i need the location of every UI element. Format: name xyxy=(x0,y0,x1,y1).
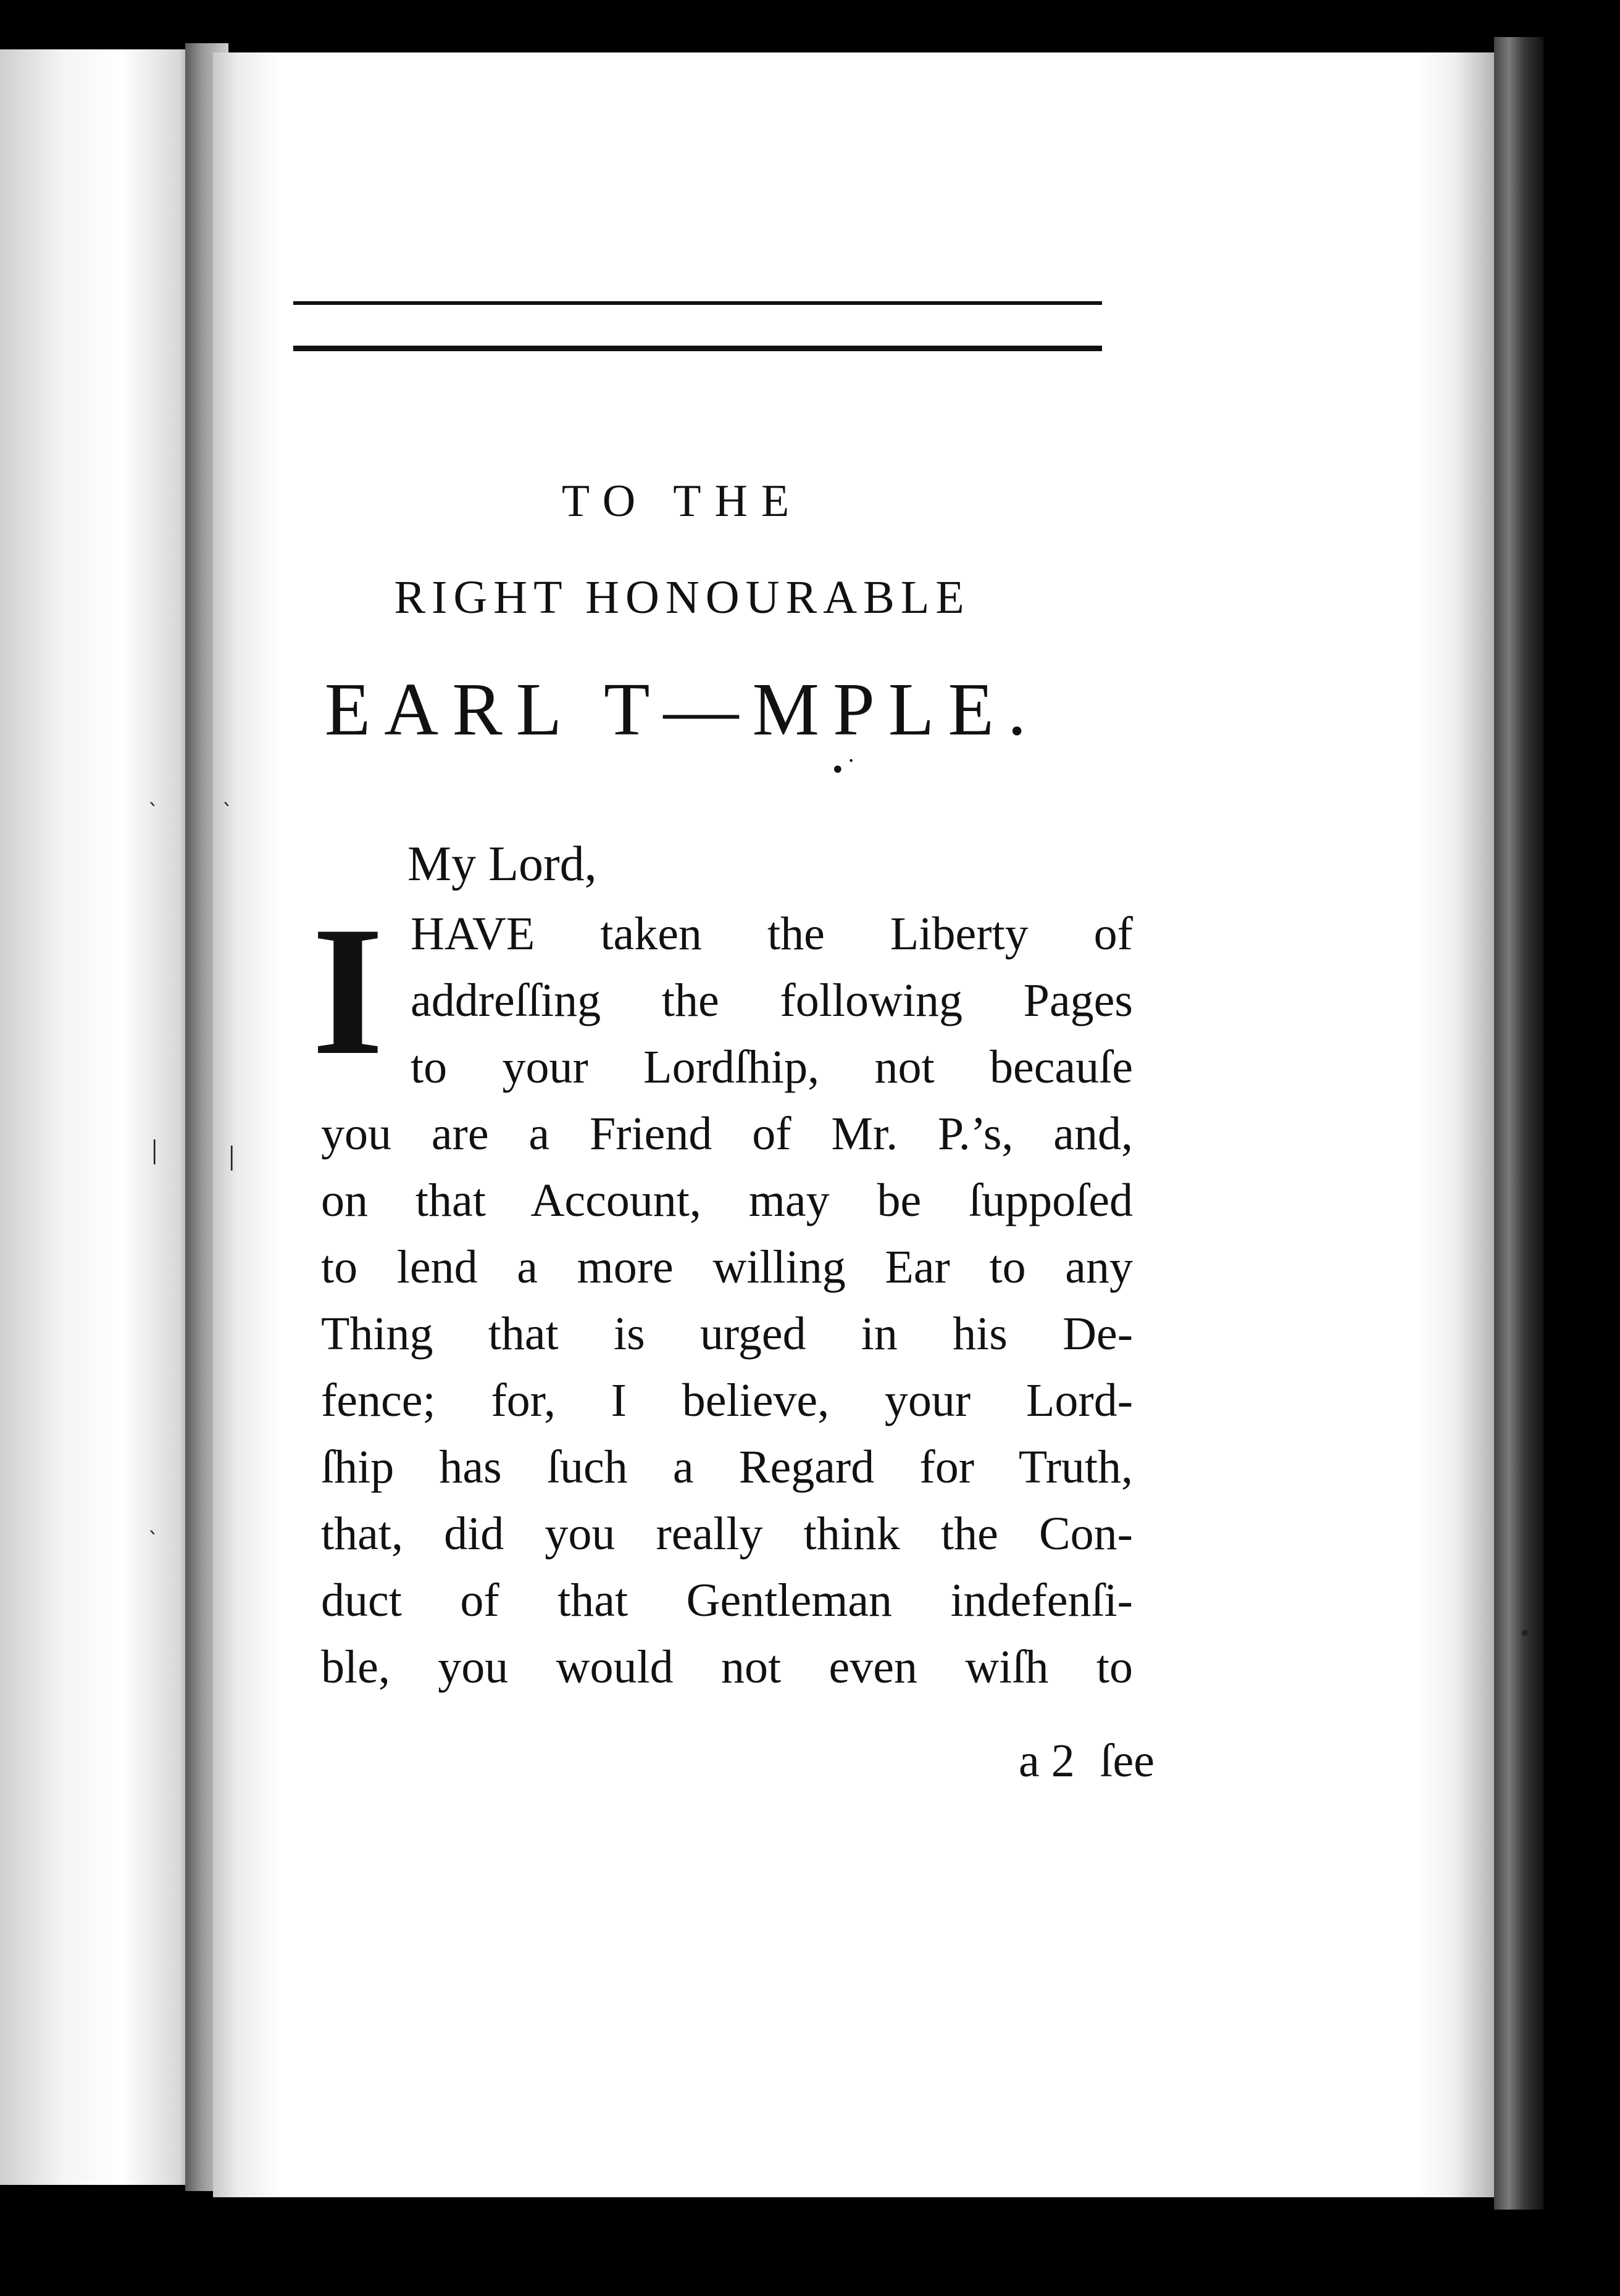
body-line: to lend a more willing Ear to any xyxy=(321,1241,1133,1293)
body-line: ſhip has ſuch a Regard for Truth, xyxy=(321,1441,1133,1493)
ink-speck: ˎ xyxy=(222,782,233,807)
top-rule-thick xyxy=(293,346,1102,351)
body-line: on that Account, may be ſuppoſed xyxy=(321,1175,1133,1226)
drop-cap: I xyxy=(312,888,384,1093)
body-line: ble, you would not even wiſh to xyxy=(321,1641,1133,1693)
body-line: duct of that Gentleman indefenſi- xyxy=(321,1574,1133,1626)
salutation: My Lord, xyxy=(407,837,597,891)
body-line: HAVE taken the Liberty of xyxy=(411,908,1133,960)
dedication-to-the: TO THE xyxy=(561,476,803,526)
top-rule-thin xyxy=(293,301,1102,305)
body-line: to your Lordſhip, not becauſe xyxy=(411,1041,1133,1093)
ink-speck: ˎ xyxy=(148,1510,159,1535)
body-line: fence; for, I believe, your Lord- xyxy=(321,1375,1133,1426)
ink-speck: │ xyxy=(148,1140,161,1165)
dedication-addressee-name: EARL T—MPLE. xyxy=(324,668,1040,751)
ink-speck: │ xyxy=(225,1146,238,1171)
signature-mark: a 2 xyxy=(1019,1735,1075,1787)
catchword: ſee xyxy=(1100,1735,1154,1787)
book-edge xyxy=(1494,37,1543,2210)
body-line: that, did you really think the Con- xyxy=(321,1508,1133,1560)
ink-speck: • xyxy=(1519,1621,1532,1646)
catchline xyxy=(321,1734,1154,1790)
body-line: you are a Friend of Mr. P.’s, and, xyxy=(321,1108,1133,1160)
facing-page xyxy=(0,49,204,2185)
ink-speck: ˎ xyxy=(148,782,159,807)
body-line: addreſſing the following Pages xyxy=(411,975,1133,1026)
ornament-mark: •˙ xyxy=(830,756,858,784)
dedication-addressee-title: RIGHT HONOURABLE xyxy=(394,572,971,623)
body-line: Thing that is urged in his De- xyxy=(321,1308,1133,1360)
